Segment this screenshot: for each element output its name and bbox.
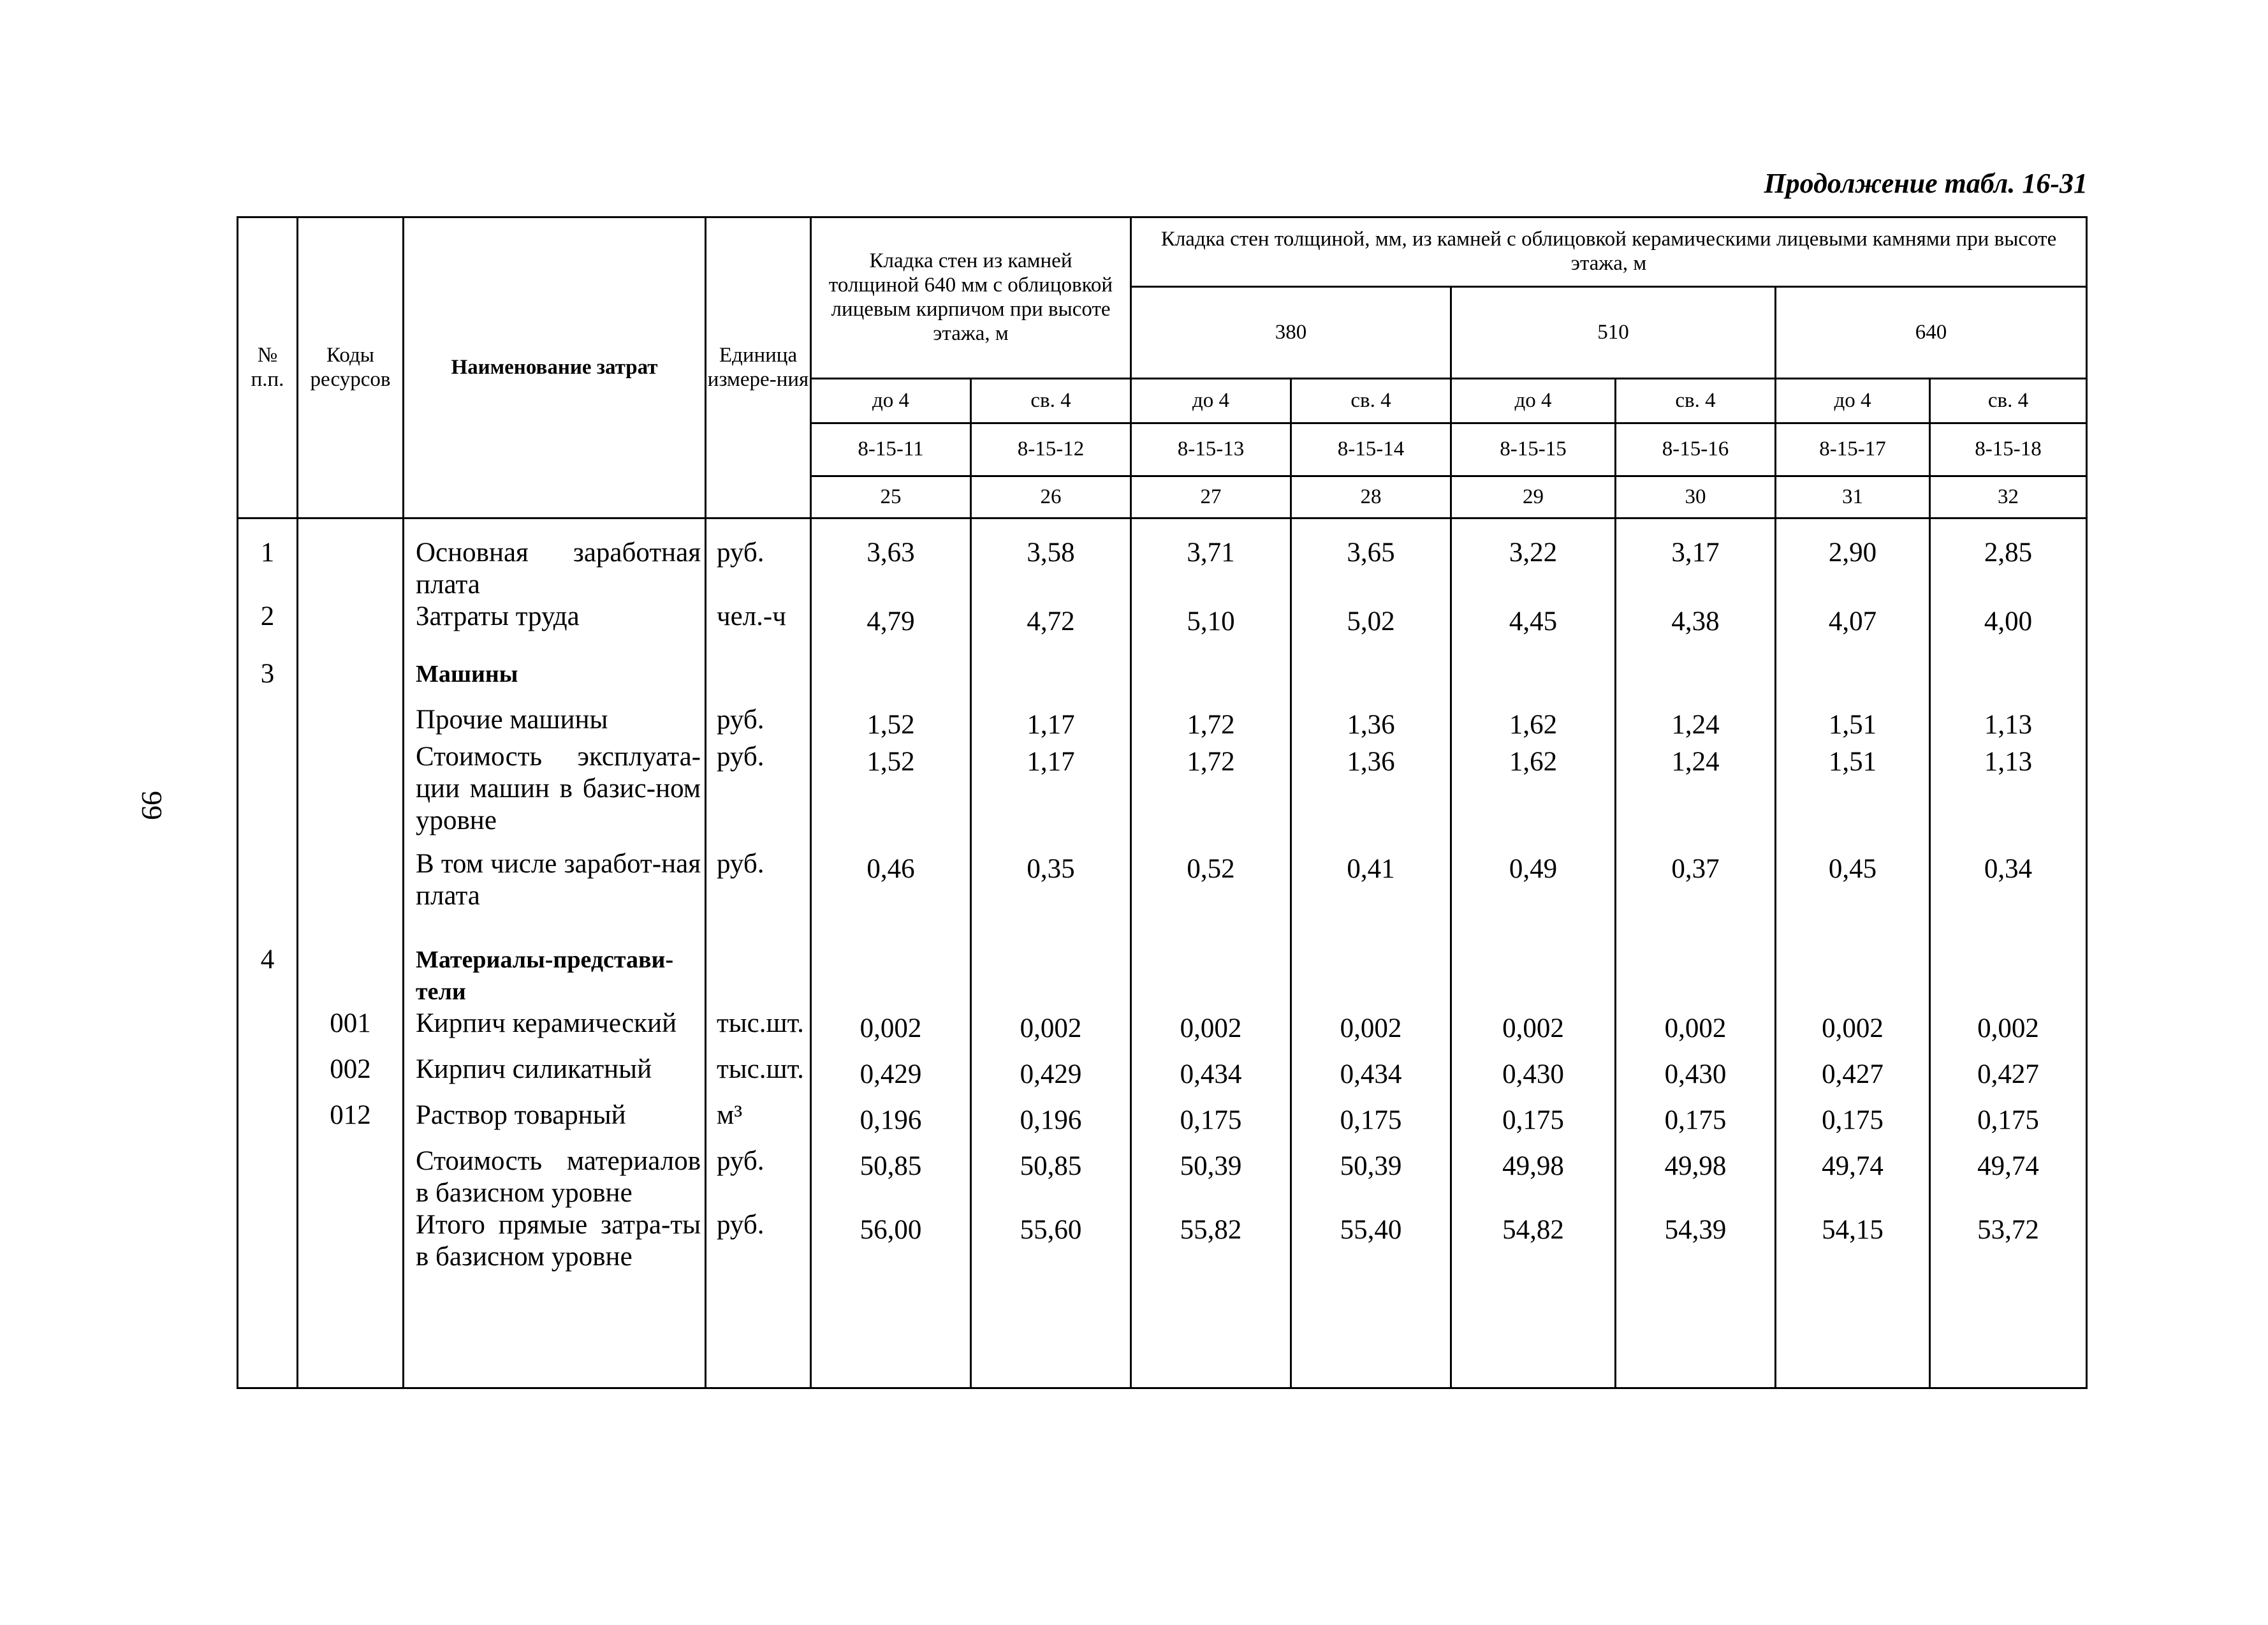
row-value: 49,74 bbox=[1930, 1145, 2087, 1209]
row-name: Стоимость материалов в базисном уровне bbox=[404, 1145, 706, 1209]
row-value: 0,434 bbox=[1131, 1054, 1291, 1099]
row-value: 53,72 bbox=[1930, 1209, 2087, 1388]
row-name: Кирпич керамический bbox=[404, 1008, 706, 1054]
header-col-number: 31 bbox=[1776, 476, 1930, 518]
row-name: Кирпич силикатный bbox=[404, 1054, 706, 1099]
row-unit: м³ bbox=[706, 1099, 811, 1145]
row-value: 0,45 bbox=[1776, 848, 1930, 944]
header-code: 8-15-13 bbox=[1131, 423, 1291, 476]
header-height: св. 4 bbox=[1291, 379, 1451, 423]
row-value: 50,85 bbox=[971, 1145, 1131, 1209]
row-name: Итого прямые затра-ты в базисном уровне bbox=[404, 1209, 706, 1388]
row-value: 0,49 bbox=[1451, 848, 1616, 944]
row-resource-code bbox=[298, 741, 404, 848]
row-value: 0,002 bbox=[811, 1008, 971, 1054]
row-value: 1,13 bbox=[1930, 741, 2087, 848]
header-thickness-640: 640 bbox=[1776, 287, 2087, 379]
row-value: 0,002 bbox=[1930, 1008, 2087, 1054]
header-code: 8-15-14 bbox=[1291, 423, 1451, 476]
row-unit: руб. bbox=[706, 704, 811, 741]
header-unit: Единица измере-ния bbox=[706, 217, 811, 518]
header-height: до 4 bbox=[811, 379, 971, 423]
row-value: 3,63 bbox=[811, 518, 971, 601]
row-name: Стоимость эксплуата-ции машин в базис-ном уровне bbox=[404, 741, 706, 848]
row-value bbox=[1616, 658, 1776, 704]
row-number bbox=[238, 704, 298, 741]
row-unit bbox=[706, 658, 811, 704]
row-value bbox=[1131, 944, 1291, 1008]
row-name: Раствор товарный bbox=[404, 1099, 706, 1145]
row-value bbox=[811, 658, 971, 704]
row-value: 50,39 bbox=[1131, 1145, 1291, 1209]
row-value: 1,52 bbox=[811, 741, 971, 848]
row-value: 0,196 bbox=[811, 1099, 971, 1145]
row-name: Основная заработная плата bbox=[404, 518, 706, 601]
row-value: 0,002 bbox=[1616, 1008, 1776, 1054]
row-value: 0,175 bbox=[1776, 1099, 1930, 1145]
row-resource-code: 001 bbox=[298, 1008, 404, 1054]
header-thickness-510: 510 bbox=[1451, 287, 1776, 379]
header-col-number: 27 bbox=[1131, 476, 1291, 518]
table-row bbox=[238, 1099, 2087, 1145]
row-number bbox=[238, 741, 298, 848]
header-height: св. 4 bbox=[1616, 379, 1776, 423]
row-value bbox=[1291, 944, 1451, 1008]
row-value: 0,175 bbox=[1131, 1099, 1291, 1145]
row-number bbox=[238, 1054, 298, 1099]
row-value bbox=[1776, 658, 1930, 704]
table-row bbox=[238, 658, 2087, 704]
row-name: Машины bbox=[404, 658, 706, 704]
header-code: 8-15-16 bbox=[1616, 423, 1776, 476]
row-value: 0,41 bbox=[1291, 848, 1451, 944]
row-number bbox=[238, 1209, 298, 1388]
header-group-ceramic: Кладка стен толщиной, мм, из камней с облицовкой керамическими лицевыми камнями при высоте этажа, м bbox=[1131, 217, 2087, 287]
table-row bbox=[238, 1008, 2087, 1054]
row-value: 0,196 bbox=[971, 1099, 1131, 1145]
row-value: 1,52 bbox=[811, 704, 971, 741]
row-value: 0,175 bbox=[1291, 1099, 1451, 1145]
row-value bbox=[971, 944, 1131, 1008]
row-value: 0,002 bbox=[1131, 1008, 1291, 1054]
row-value: 4,79 bbox=[811, 601, 971, 658]
header-codes: Коды ресурсов bbox=[298, 217, 404, 518]
row-resource-code: 012 bbox=[298, 1099, 404, 1145]
row-value: 1,17 bbox=[971, 704, 1131, 741]
row-value: 3,22 bbox=[1451, 518, 1616, 601]
header-group-brick: Кладка стен из камней толщиной 640 мм с облицовкой лицевым кирпичом при высоте этажа, м bbox=[811, 217, 1131, 379]
row-value: 0,429 bbox=[971, 1054, 1131, 1099]
row-value: 55,82 bbox=[1131, 1209, 1291, 1388]
table-row bbox=[238, 1209, 2087, 1388]
table-row bbox=[238, 944, 2087, 1008]
row-value bbox=[1776, 944, 1930, 1008]
header-col-number: 32 bbox=[1930, 476, 2087, 518]
row-value bbox=[1291, 658, 1451, 704]
row-unit: руб. bbox=[706, 741, 811, 848]
table-row bbox=[238, 1054, 2087, 1099]
row-value: 0,430 bbox=[1616, 1054, 1776, 1099]
row-value: 0,002 bbox=[1776, 1008, 1930, 1054]
header-height: до 4 bbox=[1131, 379, 1291, 423]
row-resource-code bbox=[298, 518, 404, 601]
row-value: 0,52 bbox=[1131, 848, 1291, 944]
row-value: 4,72 bbox=[971, 601, 1131, 658]
row-value: 1,24 bbox=[1616, 741, 1776, 848]
row-resource-code bbox=[298, 1209, 404, 1388]
row-value: 0,175 bbox=[1930, 1099, 2087, 1145]
row-value: 0,434 bbox=[1291, 1054, 1451, 1099]
row-value bbox=[1616, 944, 1776, 1008]
page-number: 99 bbox=[136, 791, 168, 820]
row-unit: руб. bbox=[706, 1145, 811, 1209]
table-row bbox=[238, 848, 2087, 944]
row-value: 0,002 bbox=[1291, 1008, 1451, 1054]
header-name: Наименование затрат bbox=[404, 217, 706, 518]
row-value: 50,39 bbox=[1291, 1145, 1451, 1209]
row-value: 4,45 bbox=[1451, 601, 1616, 658]
row-name: Материалы-представи-тели bbox=[404, 944, 706, 1008]
row-value: 1,62 bbox=[1451, 704, 1616, 741]
row-value: 1,72 bbox=[1131, 741, 1291, 848]
table-caption: Продолжение табл. 16-31 bbox=[1764, 168, 2088, 199]
cost-table bbox=[237, 216, 2088, 1389]
row-resource-code: 002 bbox=[298, 1054, 404, 1099]
row-number bbox=[238, 1008, 298, 1054]
row-unit: чел.-ч bbox=[706, 601, 811, 658]
row-number: 3 bbox=[238, 658, 298, 704]
row-value: 3,58 bbox=[971, 518, 1131, 601]
row-unit: тыс.шт. bbox=[706, 1008, 811, 1054]
row-value: 0,46 bbox=[811, 848, 971, 944]
row-value bbox=[971, 658, 1131, 704]
table-row bbox=[238, 1145, 2087, 1209]
header-col-number: 30 bbox=[1616, 476, 1776, 518]
row-value: 0,427 bbox=[1930, 1054, 2087, 1099]
row-value: 0,430 bbox=[1451, 1054, 1616, 1099]
row-value: 4,07 bbox=[1776, 601, 1930, 658]
row-value: 50,85 bbox=[811, 1145, 971, 1209]
row-number: 2 bbox=[238, 601, 298, 658]
header-code: 8-15-18 bbox=[1930, 423, 2087, 476]
row-value: 3,17 bbox=[1616, 518, 1776, 601]
row-value: 5,10 bbox=[1131, 601, 1291, 658]
row-value: 2,90 bbox=[1776, 518, 1930, 601]
row-value: 0,35 bbox=[971, 848, 1131, 944]
header-col-number: 25 bbox=[811, 476, 971, 518]
header-code: 8-15-17 bbox=[1776, 423, 1930, 476]
row-value: 3,71 bbox=[1131, 518, 1291, 601]
row-resource-code bbox=[298, 704, 404, 741]
row-value bbox=[811, 944, 971, 1008]
row-value: 0,34 bbox=[1930, 848, 2087, 944]
table-row bbox=[238, 741, 2087, 848]
row-unit: руб. bbox=[706, 518, 811, 601]
header-height: до 4 bbox=[1776, 379, 1930, 423]
row-value: 5,02 bbox=[1291, 601, 1451, 658]
header-height: до 4 bbox=[1451, 379, 1616, 423]
row-value: 54,39 bbox=[1616, 1209, 1776, 1388]
row-number bbox=[238, 848, 298, 944]
row-value: 3,65 bbox=[1291, 518, 1451, 601]
row-value: 1,13 bbox=[1930, 704, 2087, 741]
row-name: Затраты труда bbox=[404, 601, 706, 658]
row-value: 1,51 bbox=[1776, 741, 1930, 848]
header-code: 8-15-11 bbox=[811, 423, 971, 476]
row-value: 0,175 bbox=[1451, 1099, 1616, 1145]
row-value: 1,36 bbox=[1291, 741, 1451, 848]
row-value: 49,74 bbox=[1776, 1145, 1930, 1209]
table-row bbox=[238, 518, 2087, 601]
row-value: 49,98 bbox=[1451, 1145, 1616, 1209]
row-resource-code bbox=[298, 1145, 404, 1209]
row-value: 1,24 bbox=[1616, 704, 1776, 741]
row-value: 0,37 bbox=[1616, 848, 1776, 944]
header-thickness-380: 380 bbox=[1131, 287, 1451, 379]
row-value: 0,002 bbox=[1451, 1008, 1616, 1054]
header-code: 8-15-12 bbox=[971, 423, 1131, 476]
row-value: 0,002 bbox=[971, 1008, 1131, 1054]
row-unit: руб. bbox=[706, 1209, 811, 1388]
row-value: 0,175 bbox=[1616, 1099, 1776, 1145]
row-number: 1 bbox=[238, 518, 298, 601]
header-code: 8-15-15 bbox=[1451, 423, 1616, 476]
row-value: 1,62 bbox=[1451, 741, 1616, 848]
row-value: 56,00 bbox=[811, 1209, 971, 1388]
row-number bbox=[238, 1145, 298, 1209]
table-row bbox=[238, 704, 2087, 741]
header-height: св. 4 bbox=[971, 379, 1131, 423]
row-unit bbox=[706, 944, 811, 1008]
row-value bbox=[1451, 944, 1616, 1008]
row-value: 0,429 bbox=[811, 1054, 971, 1099]
table-row bbox=[238, 601, 2087, 658]
header-col-number: 28 bbox=[1291, 476, 1451, 518]
row-number: 4 bbox=[238, 944, 298, 1008]
row-value: 49,98 bbox=[1616, 1145, 1776, 1209]
row-name: Прочие машины bbox=[404, 704, 706, 741]
row-value: 0,427 bbox=[1776, 1054, 1930, 1099]
row-value: 4,38 bbox=[1616, 601, 1776, 658]
row-resource-code bbox=[298, 601, 404, 658]
row-value: 1,36 bbox=[1291, 704, 1451, 741]
row-value bbox=[1930, 944, 2087, 1008]
row-value: 54,82 bbox=[1451, 1209, 1616, 1388]
row-resource-code bbox=[298, 658, 404, 704]
row-name: В том числе заработ-ная плата bbox=[404, 848, 706, 944]
row-value: 54,15 bbox=[1776, 1209, 1930, 1388]
header-num: № п.п. bbox=[238, 217, 298, 518]
row-resource-code bbox=[298, 848, 404, 944]
row-value: 1,72 bbox=[1131, 704, 1291, 741]
row-value: 1,17 bbox=[971, 741, 1131, 848]
row-value: 55,60 bbox=[971, 1209, 1131, 1388]
row-resource-code bbox=[298, 944, 404, 1008]
row-value bbox=[1930, 658, 2087, 704]
row-value: 55,40 bbox=[1291, 1209, 1451, 1388]
row-value: 1,51 bbox=[1776, 704, 1930, 741]
row-value bbox=[1131, 658, 1291, 704]
row-unit: руб. bbox=[706, 848, 811, 944]
row-value bbox=[1451, 658, 1616, 704]
row-value: 2,85 bbox=[1930, 518, 2087, 601]
row-value: 4,00 bbox=[1930, 601, 2087, 658]
header-height: св. 4 bbox=[1930, 379, 2087, 423]
header-col-number: 29 bbox=[1451, 476, 1616, 518]
header-col-number: 26 bbox=[971, 476, 1131, 518]
row-number bbox=[238, 1099, 298, 1145]
row-unit: тыс.шт. bbox=[706, 1054, 811, 1099]
